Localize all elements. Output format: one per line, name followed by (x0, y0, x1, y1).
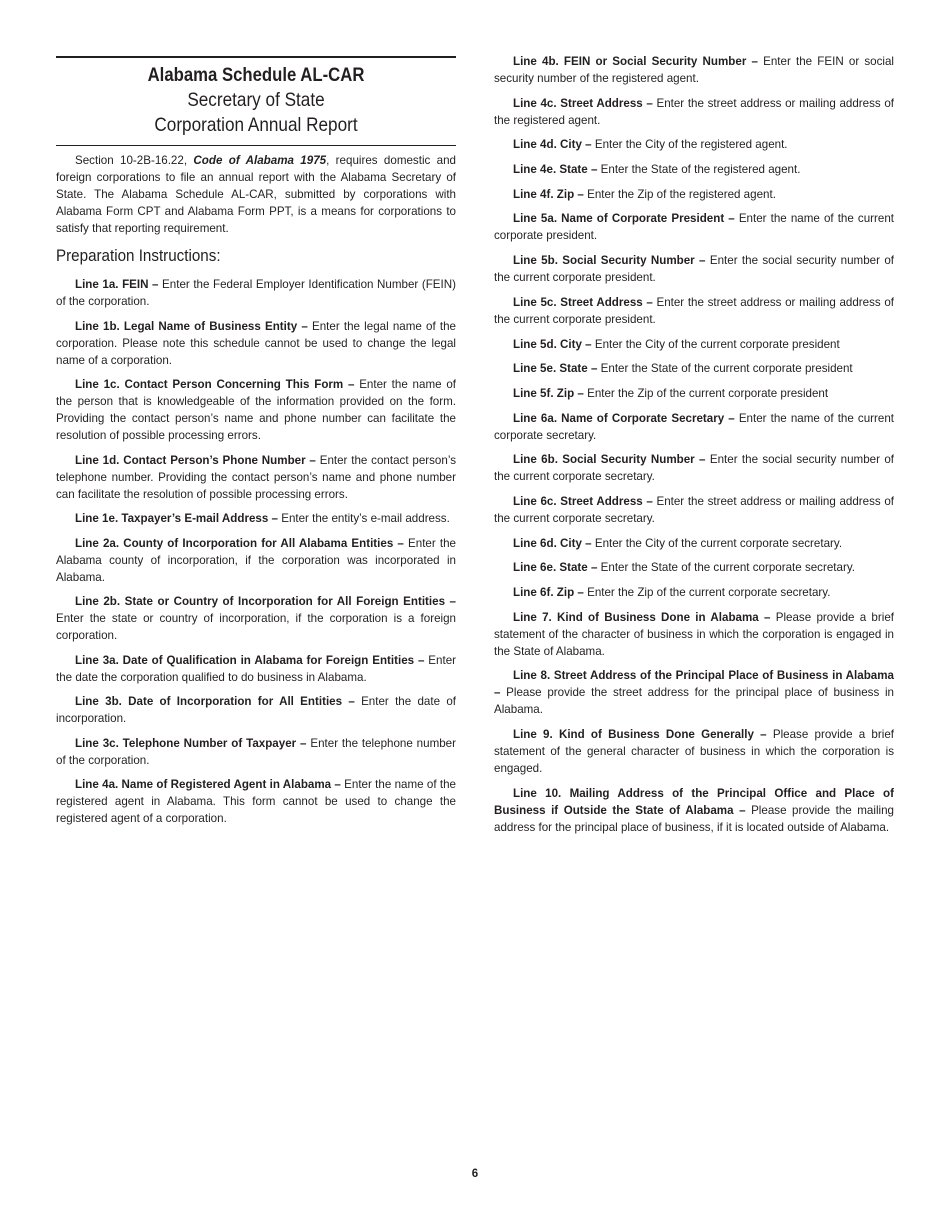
instruction-label: Line 3c. Telephone Number of Taxpayer – (75, 736, 307, 750)
instruction-label: Line 5b. Social Security Number – (513, 254, 706, 268)
instruction-text: Enter the name of the registered agent in Alabama. This form cannot be used to change the registered agent of a corporation. (56, 778, 456, 825)
instruction-label: Line 5d. City – (513, 337, 592, 351)
section-heading: Preparation Instructions: (56, 247, 221, 265)
instruction-item (494, 535, 894, 552)
instruction-label: Line 8. Street Address of the Principal Place of Business in Alabama – (494, 669, 894, 700)
instruction-item (56, 776, 456, 827)
instruction-text: Enter the Zip of the registered agent. (583, 187, 776, 201)
instruction-text: Enter the date of incorporation. (56, 695, 456, 725)
instruction-label: Line 4b. FEIN or Social Security Number – (513, 55, 758, 68)
right-instructions-list (494, 53, 894, 836)
instruction-item (494, 360, 894, 377)
instruction-item (494, 336, 894, 353)
instruction-item (494, 584, 894, 601)
instruction-label: Line 9. Kind of Business Done Generally – (513, 728, 767, 742)
instruction-item (56, 693, 456, 727)
instruction-label: Line 4f. Zip – (513, 187, 584, 201)
instruction-label: Line 4c. Street Address – (513, 96, 653, 110)
instruction-text: Enter the name of the current corporate president. (494, 212, 895, 243)
instruction-text: Enter the City of the current corporate president (591, 337, 840, 351)
instruction-text: Enter the street address or mailing address of the current corporate secretary. (494, 494, 894, 525)
instruction-label: Line 6c. Street Address – (513, 494, 653, 508)
instruction-text: Enter the State of the current corporate president (597, 362, 853, 376)
instruction-label: Line 6a. Name of Corporate Secretary – (513, 411, 735, 425)
instruction-text: Enter the legal name of the corporation. Please note this schedule cannot be used to change the legal name of a corporation. (56, 319, 456, 367)
instruction-text: Enter the social security number of the current corporate secretary. (494, 453, 894, 484)
instruction-item (494, 609, 894, 660)
instruction-item (56, 376, 456, 444)
instruction-text: Enter the Alabama county of incorporation, if the corporation was incorporated in Alabama. (56, 536, 456, 584)
instruction-text: Enter the name of the person that is knowledgeable of the information provided on the form. Providing the contact person’s name and phone number can facilitate the resolution of possible processing errors. (56, 378, 456, 442)
instruction-item (494, 559, 894, 576)
instruction-label: Line 10. Mailing Address of the Principal Office and Place of Business if Outside the State of Alabama – (494, 786, 894, 817)
instruction-label: Line 2a. County of Incorporation for All Alabama Entities – (75, 536, 404, 550)
instruction-item (494, 210, 894, 244)
instruction-label: Line 5c. Street Address – (513, 295, 653, 309)
instruction-item (56, 318, 456, 369)
instruction-text: Enter the street address or mailing address of the current corporate president. (494, 295, 894, 326)
instruction-text: Please provide the street address for the principal place of business in Alabama. (494, 686, 894, 717)
instruction-text: Please provide a brief statement of the general character of business in which the corporation is engaged. (494, 728, 894, 776)
instruction-text: Enter the telephone number of the corporation. (56, 736, 456, 767)
instruction-label: Line 1b. Legal Name of Business Entity – (75, 319, 308, 333)
instruction-text: Enter the FEIN or social security number of the registered agent. (494, 55, 894, 85)
instruction-label: Line 6b. Social Security Number – (513, 453, 706, 467)
instruction-item (56, 535, 456, 586)
left-column (56, 56, 456, 835)
instruction-label: Line 6d. City – (513, 536, 592, 550)
instruction-label: Line 1e. Taxpayer’s E-mail Address – (75, 512, 278, 525)
instruction-text: Enter the Zip of the current corporate president (583, 386, 829, 400)
instruction-label: Line 6e. State – (513, 561, 598, 575)
instruction-text: Enter the Federal Employer Identification Number (FEIN) of the corporation. (56, 278, 456, 308)
instruction-text: Enter the Zip of the current corporate secretary. (583, 586, 831, 599)
instruction-item (494, 53, 894, 87)
instruction-text: Enter the social security number of the current corporate president. (494, 254, 894, 285)
instruction-label: Line 4e. State – (513, 163, 598, 177)
instruction-label: Line 1c. Contact Person Concerning This Form – (75, 378, 355, 391)
page-subtitle-report: Corporation Annual Report (154, 114, 358, 136)
instruction-label: Line 4d. City – (513, 138, 592, 152)
instruction-item (56, 593, 456, 644)
intro-paragraph (56, 152, 456, 237)
instruction-item (494, 451, 894, 485)
instruction-text: Enter the name of the current corporate secretary. (494, 411, 894, 442)
instruction-item (494, 667, 894, 718)
title-block (56, 56, 456, 146)
instruction-text: Enter the entity’s e-mail address. (277, 512, 450, 525)
instruction-text: Enter the date the corporation qualified to do business in Alabama. (56, 653, 457, 684)
instruction-text: Enter the State of the current corporate secretary. (597, 561, 855, 575)
instruction-item (494, 785, 894, 836)
page-subtitle-secretary: Secretary of State (187, 89, 325, 111)
instruction-item (494, 410, 894, 444)
instruction-label: Line 2b. State or Country of Incorporation for All Foreign Entities – (75, 595, 456, 608)
instruction-text: Enter the City of the registered agent. (591, 138, 788, 152)
instruction-item (494, 294, 894, 328)
instruction-label: Line 3a. Date of Qualification in Alabama for Foreign Entities – (75, 653, 425, 667)
instruction-item (494, 186, 894, 203)
instruction-label: Line 1d. Contact Person’s Phone Number – (75, 453, 316, 467)
instruction-item (56, 452, 456, 503)
page-title: Alabama Schedule AL-CAR (147, 65, 365, 86)
instruction-text: Please provide a brief statement of the character of business in which the corporation is engaged in the State of Alabama. (494, 610, 894, 658)
instruction-item (494, 252, 894, 286)
instruction-item (56, 652, 456, 686)
instruction-text: Enter the contact person’s telephone number. Providing the contact person’s name and phone number can facilitate the resolution of possible processing errors. (56, 453, 456, 501)
instruction-item (494, 493, 894, 527)
page-number: 6 (471, 1168, 479, 1180)
instruction-item (56, 276, 456, 310)
instruction-label: Line 1a. FEIN – (75, 278, 159, 291)
intro-after: , requires domestic and foreign corporations to file an annual report with the Alabama Secretary of State. The Alabama Schedule AL-CAR, submitted by corporations with Alabama Form CPT and Alabama Form PPT, is a means for corporations to satisfy that reporting requirement. (56, 154, 457, 235)
instruction-item (494, 726, 894, 777)
instruction-label: Line 5a. Name of Corporate President – (513, 212, 735, 226)
instruction-item (494, 385, 894, 402)
intro-code-citation: Code of Alabama 1975 (193, 154, 327, 167)
instruction-item (494, 161, 894, 178)
instruction-label: Line 4a. Name of Registered Agent in Alabama – (75, 778, 341, 791)
right-column (494, 53, 894, 843)
instruction-item (494, 95, 894, 129)
instruction-label: Line 7. Kind of Business Done in Alabama – (513, 610, 771, 624)
instruction-label: Line 6f. Zip – (513, 586, 584, 599)
instruction-text: Enter the City of the current corporate secretary. (591, 536, 843, 550)
instruction-item (56, 735, 456, 769)
instruction-item (494, 136, 894, 153)
instruction-label: Line 5e. State – (513, 362, 598, 376)
instruction-label: Line 3b. Date of Incorporation for All Entities – (75, 695, 355, 708)
instruction-text: Enter the state or country of incorporation, if the corporation is a foreign corporation. (56, 612, 456, 642)
instruction-label: Line 5f. Zip – (513, 386, 584, 400)
left-instructions-list (56, 276, 456, 827)
instruction-item (56, 510, 456, 527)
instruction-text: Please provide the mailing address for the principal place of business, if it is located outside of Alabama. (494, 803, 894, 834)
instruction-text: Enter the State of the registered agent. (597, 163, 801, 177)
instruction-text: Enter the street address or mailing address of the registered agent. (494, 96, 894, 127)
intro-before: Section 10-2B-16.22, (75, 154, 194, 167)
